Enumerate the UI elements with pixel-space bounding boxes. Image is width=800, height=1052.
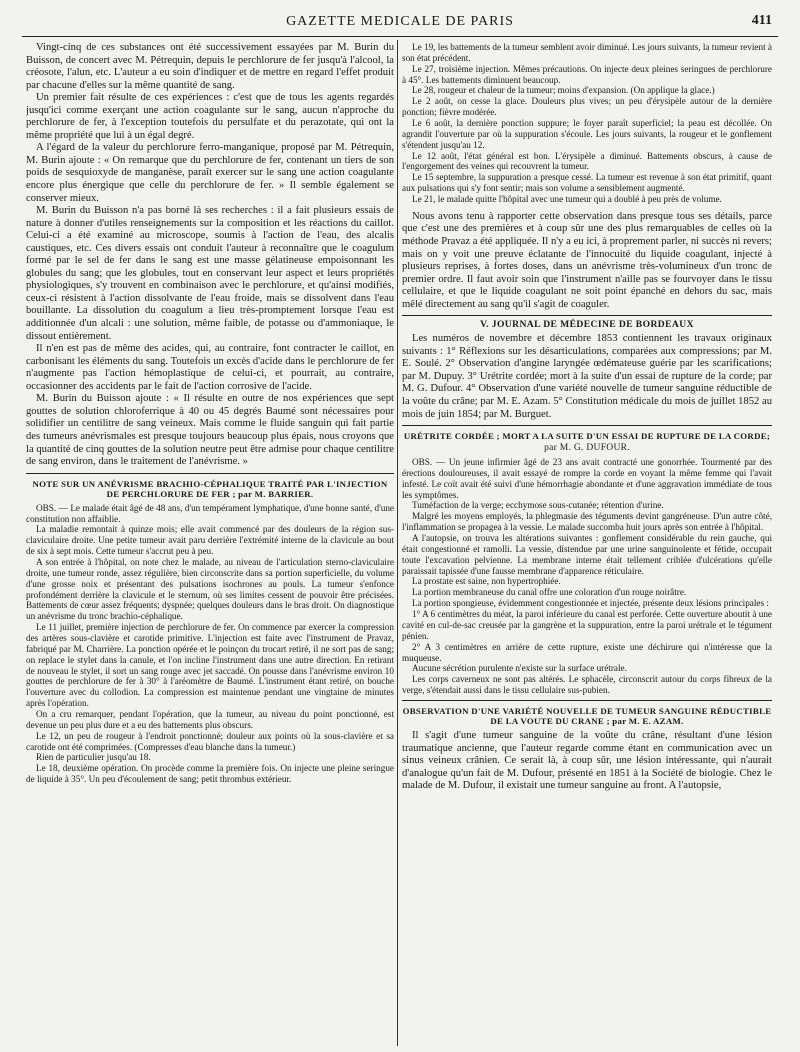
paragraph: Il s'agit d'une tumeur sanguine de la voûte du crâne, résultant d'une lésion traumatique ancienne, que l'auteur regarde comme étant en communication avec un sinus veineux crânien. Ce serait là, à coup sûr, une lésion intéressante, qui n'aurait d'analogue qu'un fait de M. Dufour, présenté en 1851 à la Société de biologie. Chez le malade de M. Dufour, il existait une tumeur sanguine au front. A l'autopsie, xyxy=(402,730,772,792)
observation-paragraph: La prostate est saine, non hypertrophiée. xyxy=(412,576,561,587)
observation-paragraph: Le 15 septembre, la suppuration a presque cessé. La tumeur est revenue à son état primitif, quant aux pulsations qui s'y font sentir; mais son volume a sensiblement augmenté. xyxy=(402,172,772,194)
column-divider xyxy=(397,40,398,1046)
page-number: 411 xyxy=(751,13,772,28)
observation-paragraph: A l'autopsie, on trouva les altérations suivantes : gonflement considérable du rein gauche, qui était congestionné et ramolli. La vessie, distendue par une urine sanguinolente et fétide, occupait toute l'excavation pelvienne. La membrane interne était tellement criblée d'ulcérations qu'elle paraissait tapissée d'une fausse membrane d'apparence réticulaire. xyxy=(402,533,772,576)
paragraph: A l'égard de la valeur du perchlorure ferro-manganique, proposé par M. Pétrequin, M. Burin ajoute : « On remarque que du perchlorure de fer, contenant un tiers de son poids de sesquioxyde de manganèse, paraît exercer sur le sang une action coagulante encore plus énergique que celle du perchlorure de fer. » Il semble également se conserver mieux. xyxy=(26,142,394,204)
paragraph: Vingt-cinq de ces substances ont été successivement essayées par M. Burin du Buisson, de concert avec M. Pétrequin, depuis le perchlorure de fer jusqu'à l'alcool, la créosote, l'alun, etc. L'auteur a eu soin d'indiquer et de mettre en regard l'effet produit par chacune d'elles sur la même quantité de sang. xyxy=(26,42,394,91)
section-rule xyxy=(402,315,772,316)
paragraph: Les numéros de novembre et décembre 1853 contiennent les travaux originaux suivants : 1° Réflexions sur les désarticulations, comparées aux compressions; par M. E. Soulé. 2° Observation d'angine laryngée œdémateuse guérie par les scarifications; par M. Dupuy. 3° Urétrite cordée; mort à la suite d'un essai de rupture de la corde; par M. G. Dufour. 4° Observation d'une variété nouvelle de tumeur sanguine réductible de la voûte du crâne; par M. E. Azam. 5° Constitution médicale du mois de juillet 1852 au mois de juin 1854; par M. Burguet. xyxy=(402,333,772,420)
section-rule xyxy=(26,473,394,474)
observation-paragraph: Le 19, les battements de la tumeur semblent avoir diminué. Les jours suivants, la tumeur revient à son état précédent. xyxy=(402,42,772,63)
observation-paragraph: Le 12 août, l'état général est bon. L'érysipèle a diminué. Battements obscurs, à cause de l'engorgement des veines qui recouvrent la tumeur. xyxy=(402,150,772,172)
observation-paragraph: Le 11 juillet, première injection de perchlorure de fer. On commence par exercer la compression des artères sous-clavière et carotide primitive. L'injection est faite avec l'instrument de Pravaz, fabriqué par M. Charrière. La ponction opérée et le poinçon du trocart retiré, il ne sort pas de sang; on replace le stylet dans la canule, et l'on incline l'instrument dans une autre direction. En retirant de nouveau le stylet, il sort un sang rouge avec jet saccadé. On pousse dans l'anévrisme environ 10 gouttes de perchlorure de fer à 30° à l'aréomètre de Baumé. L'instrument étant retiré, on bouche l'ouverture avec du collodion. La compression est maintenue pendant une vingtaine de minutes après l'opération. xyxy=(26,622,394,709)
observation-paragraph: OBS. — Le malade était âgé de 48 ans, d'un tempérament lymphatique, d'une bonne santé, d'une constitution non affaiblie. xyxy=(26,502,394,524)
observation-paragraph: Le 6 août, la dernière ponction suppure; le foyer paraît superficiel; la peau est décollée. On agrandit l'ouverture par où la suppuration s'écoule. Les jours suivants, la rougeur et le gonflement s'étendent jusqu'au 12. xyxy=(402,118,772,150)
observation-paragraph: Le 2 août, on cesse la glace. Douleurs plus vives; un peu d'érysipèle autour de la dernière ponction; fièvre modérée. xyxy=(402,96,772,118)
observation-paragraph: Aucune sécrétion purulente n'existe sur la surface urétrale. xyxy=(412,663,627,674)
observation-paragraph: Le 12, un peu de rougeur à l'endroit ponctionné; douleur aux points où la sous-clavière et sa carotide ont été comprimées. (Compresses d'eau blanche dans la tumeur.) xyxy=(26,730,394,752)
observation-paragraph: Le 18, deuxième opération. On procède comme la première fois. On injecte une pleine seringue de liquide à 35°. Un peu d'écoulement de sang; petit thrombus extérieur. xyxy=(26,763,394,785)
right-column xyxy=(402,42,772,1046)
azam-title: OBSERVATION D'UNE VARIÉTÉ NOUVELLE DE TUMEUR SANGUINE RÉDUCTIBLE DE LA VOUTE DU CRANE ; par M. E. AZAM. xyxy=(402,705,772,727)
paragraph: Il n'en est pas de même des acides, qui, au contraire, font contracter le caillot, en carbonisant les éléments du sang. Toutefois un excès d'acide dans le perchlorure de fer n'augmente pas l'action hémoplastique de celui-ci, et pourrait, au contraire, occasionner des accidents par le fait de l'action corrosive de l'acide. xyxy=(26,343,394,392)
observation-paragraph: Le 21, le malade quitte l'hôpital avec une tumeur qui a doublé à peu près de volume. xyxy=(412,194,722,205)
observation-paragraph: Tuméfaction de la verge; ecchymose sous-cutanée; rétention d'urine. xyxy=(412,500,664,511)
observation-paragraph: A son entrée à l'hôpital, on note chez le malade, au niveau de l'articulation sterno-claviculaire droite, une tumeur ronde, assez régulière, bien circonscrite dans sa portion superficielle, du volume d'une grosse noix et présentant des pulsations isochrones au pouls. La tumeur s'enfonce profondément derrière la clavicule et le sternum, où ses limites cessent de pouvoir être précisées. Battements de cœur assez fréquents; dyspnée; quelques douleurs dans le bras droit. On diagnostique un anévrisme du tronc brachio-céphalique. xyxy=(26,556,394,622)
urethrite-author: par M. G. DUFOUR. xyxy=(544,442,630,453)
observation-paragraph: OBS. — Un jeune infirmier âgé de 23 ans avait contracté une gonorrhée. Tourmenté par des érections douloureuses, il avait essayé de rompre la corde en voyant la même femme qui l'avait infesté. Le coït avait été suivi d'une hémorrhagie abondante et d'une aggravation immédiate de tous les symptômes. xyxy=(402,457,772,500)
observation-paragraph: Rien de particulier jusqu'au 18. xyxy=(36,752,151,763)
left-column xyxy=(26,42,394,1046)
observation-paragraph: 2° A 3 centimètres en arrière de cette rupture, existe une déchirure qui n'intéresse que la muqueuse. xyxy=(402,641,772,663)
urethrite-title xyxy=(402,431,772,454)
journal-title: GAZETTE MEDICALE DE PARIS xyxy=(286,14,514,29)
urethrite-title-text: URÉTRITE CORDÉE ; MORT A LA SUITE D'UN ESSAI DE RUPTURE DE LA CORDE; xyxy=(403,431,771,442)
section-rule xyxy=(402,425,772,426)
observation-paragraph: 1° A 6 centimètres du méat, la paroi inférieure du canal est perforée. Cette ouverture aboutit à une cavité en cul-de-sac creusée par la gangrène et la suppuration, entre la paroi urétrale et le tégument pénien. xyxy=(402,609,772,641)
paragraph: Nous avons tenu à rapporter cette observation dans presque tous ses détails, parce que c'est une des premières et à coup sûr une des plus remarquables de celles où la méthode Pravaz a été appliquée. Il n'y a eu ici, à proprement parler, ni succès ni revers; mais on y voit une preuve éclatante de l'innocuité du liquide coagulant, injecté à plusieurs reprises, à fortes doses, dans un anévrisme très-volumineux d'un tronc de premier ordre. Il faut avoir soin que l'instrument n'aille pas se fourvoyer dans le tissu cellulaire, et que le liquide coagulant ne soit point épanché en dehors du sac, mais mêlé directement au sang qu'il s'agit de coaguler. xyxy=(402,210,772,310)
observation-paragraph: La maladie remontait à quinze mois; elle avait commencé par des douleurs de la région sus-claviculaire droite. Une petite tumeur avait paru derrière l'extrémité interne de la clavicule au bout de six à sept mois. Cette tumeur s'accrut peu à peu. xyxy=(26,524,394,557)
observation-paragraph: Les corps caverneux ne sont pas altérés. Le sphacèle, circonscrit autour du corps fibreux de la verge, s'étendait aussi dans le tissu cellulaire sus-pubien. xyxy=(402,674,772,696)
observation-paragraph: Le 28, rougeur et chaleur de la tumeur; moins d'expansion. (On applique la glace.) xyxy=(412,85,715,96)
observation-paragraph: La portion membraneuse du canal offre une coloration d'un rouge noirâtre. xyxy=(412,587,687,598)
observation-paragraph: Malgré les moyens employés, la phlegmasie des téguments devint gangréneuse. D'un autre côté, l'inflammation se propagea à la vessie. Le malade succomba huit jours après son entrée à l'hôpital. xyxy=(402,511,772,533)
page-header xyxy=(22,10,778,37)
section-title: V. JOURNAL DE MÉDECINE DE BORDEAUX xyxy=(480,319,694,331)
paragraph: M. Burin du Buisson n'a pas borné là ses recherches : il a fait plusieurs essais de nature à donner d'utiles renseignements sur la composition et les réactions du caillot. Celui-ci a été examiné au microscope, soumis à l'action de l'eau, des alcalis caustiques, etc. Ces divers essais ont conduit l'auteur à reconnaître que le coagulum formé par le sel de fer dans le sang est une masse gélatineuse empoisonnant les globules du sang; que les globules, tout en conservant leur aspect et leurs propriétés physiologiques, s'y trouvent en combinaison avec le perchlorure, et qu'ainsi modifiés, ceux-ci résistent à l'action dissolvante de l'eau froide, mais se dissolvent dans l'eau bouillante. La dissolution du coagulum a lieu très-promptement lorsque l'eau est additionnée d'un alcali : une solution, même faible, de potasse ou d'ammoniaque, le dissout entièrement. xyxy=(26,205,394,342)
note-title: NOTE SUR UN ANÉVRISME BRACHIO-CÉPHALIQUE TRAITÉ PAR L'INJECTION DE PERCHLORURE DE FER ; par M. BARRIER. xyxy=(32,478,388,500)
observation-paragraph: Le 27, troisième injection. Mêmes précautions. On injecte deux pleines seringues de perchlorure à 45°. Les battements diminuent beaucoup. xyxy=(402,63,772,85)
paragraph: Un premier fait résulte de ces expériences : c'est que de tous les agents regardés jusqu'ici comme exerçant une action coagulante sur le sang, aucun n'approche du perchlorure de fer, à l'exception toutefois du persulfate et du perazotate, qui ont la même propriété que lui à un égal degré. xyxy=(26,92,394,141)
paragraph: M. Burin du Buisson ajoute : « Il résulte en outre de nos expériences que sept gouttes de solution chloroferrique à 40 ou 45 degrés Baumé sont nécessaires pour solidifier un centilitre de sang veineux. Mais comme le fluide sanguin qui fait partie des tumeurs anévrismales est presque toujours beaucoup plus épais, nous croyons que la quantité de cinq gouttes de la solution neutre peut être admise pour chaque centilitre de sang environ, dans le traitement de l'anévrisme. » xyxy=(26,393,394,468)
section-rule xyxy=(402,700,772,701)
observation-paragraph: La portion spongieuse, évidemment congestionnée et injectée, présente deux lésions principales : xyxy=(412,598,769,609)
observation-paragraph: On a cru remarquer, pendant l'opération, que la tumeur, au niveau du point ponctionné, est devenue un peu plus dure et a eu des battements plus obscurs. xyxy=(26,709,394,730)
